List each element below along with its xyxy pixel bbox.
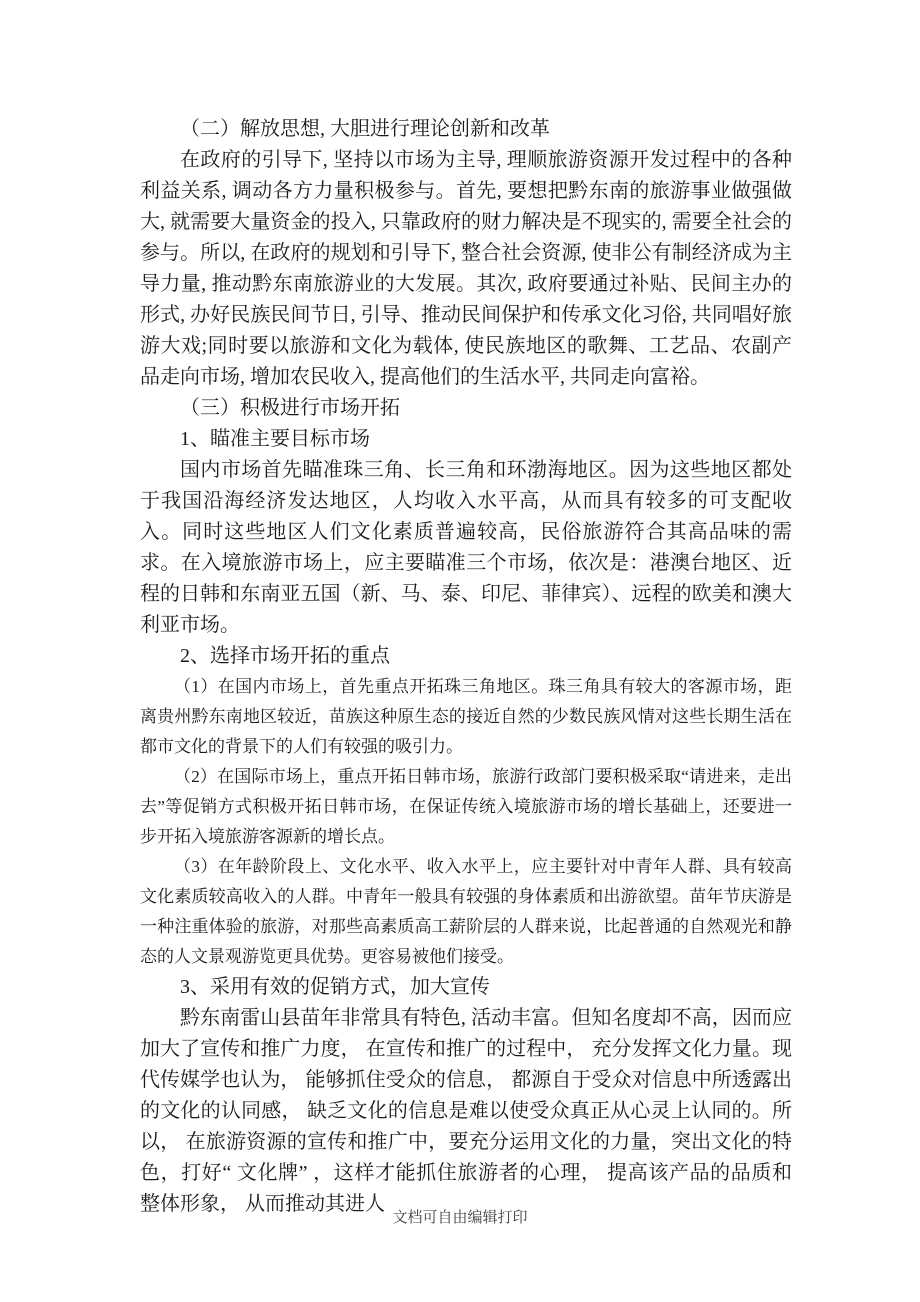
paragraph-domestic-market: 国内市场首先瞄准珠三角、长三角和环渤海地区。因为这些地区都处于我国沿海经济发达地区，人均收入水平高，从而具有较多的可支配收入。同时这些地区人们文化素质普遍较高，民俗旅游符合其高品味的需求。在入境旅游市场上，应主要瞄准三个市场，依次是：港澳台地区、近程的日韩和东南亚五国（新、马、泰、印尼、菲律宾）、远程的欧美和澳大利亚市场。 bbox=[140, 459, 792, 636]
subheading-promotion: 3、采用有效的促销方式，加大宣传 bbox=[180, 976, 490, 998]
paragraph-item-2: （2）在国际市场上，重点开拓日韩市场，旅游行政部门要积极采取“请进来，走出去”等促销方式积极开拓日韩市场，在保证传统入境旅游市场的增长基础上，还要进一步开拓入境旅游客源新的增长点。 bbox=[140, 767, 792, 846]
footer-note: 文档可自由编辑打印 bbox=[392, 1209, 528, 1226]
paragraph-promotion: 黔东南雷山县苗年非常具有特色, 活动丰富。但知名度却不高，因而应加大了宣传和推广力度， 在宣传和推广的过程中， 充分发挥文化力量。现代传媒学也认为， 能够抓住受众的信息， 都源自于受众对信息中所透露出的文化的认同感， 缺乏文化的信息是难以使受众真正从心灵上认同的。所以， 在旅游资源的宣传和推广中，要充分运用文化的力量，突出文化的特色，打好“ 文化牌” ，这样才能抓住旅游者的心理， 提高该产品的品质和整体形象， 从而推动其进人 bbox=[140, 1007, 792, 1215]
paragraph-government-guidance: 在政府的引导下, 坚持以市场为主导, 理顺旅游资源开发过程中的各种利益关系, 调动各方力量积极参与。首先, 要想把黔东南的旅游事业做强做大, 就需要大量资金的投入, 只靠政府的财力解决是不现实的, 需要全社会的参与。所以, 在政府的规划和引导下, 整合社会资源, 使非公有制经济成为主导力量, 推动黔东南旅游业的大发展。其次, 政府要通过补贴、民间主办的形式, 办好民族民间节日, 引导、推动民间保护和传承文化习俗, 共同唱好旅游大戏;同时要以旅游和文化为载体, 使民族地区的歌舞、工艺品、农副产品走向市场, 增加农民收入, 提高他们的生活水平, 共同走向富裕。 bbox=[140, 149, 792, 388]
subheading-market-focus: 2、选择市场开拓的重点 bbox=[180, 645, 390, 667]
paragraph-item-1: （1）在国内市场上，首先重点开拓珠三角地区。珠三角具有较大的客源市场，距离贵州黔东南地区较近，苗族这种原生态的接近自然的少数民族风情对这些长期生活在都市文化的背景下的人们有较强的吸引力。 bbox=[140, 677, 792, 756]
subheading-target-market: 1、瞄准主要目标市场 bbox=[180, 428, 370, 450]
section-heading-2: （二）解放思想, 大胆进行理论创新和改革 bbox=[180, 118, 550, 140]
paragraph-item-3: （3）在年龄阶段上、文化水平、收入水平上，应主要针对中青年人群、具有较高文化素质较高收入的人群。中青年一般具有较强的身体素质和出游欲望。苗年节庆游是一种注重体验的旅游，对那些高素质高工薪阶层的人群来说，比起普通的自然观光和静态的人文景观游览更具优势。更容易被他们接受。 bbox=[140, 857, 792, 966]
section-heading-3: （三）积极进行市场开拓 bbox=[180, 397, 400, 419]
document-body bbox=[140, 114, 792, 1220]
